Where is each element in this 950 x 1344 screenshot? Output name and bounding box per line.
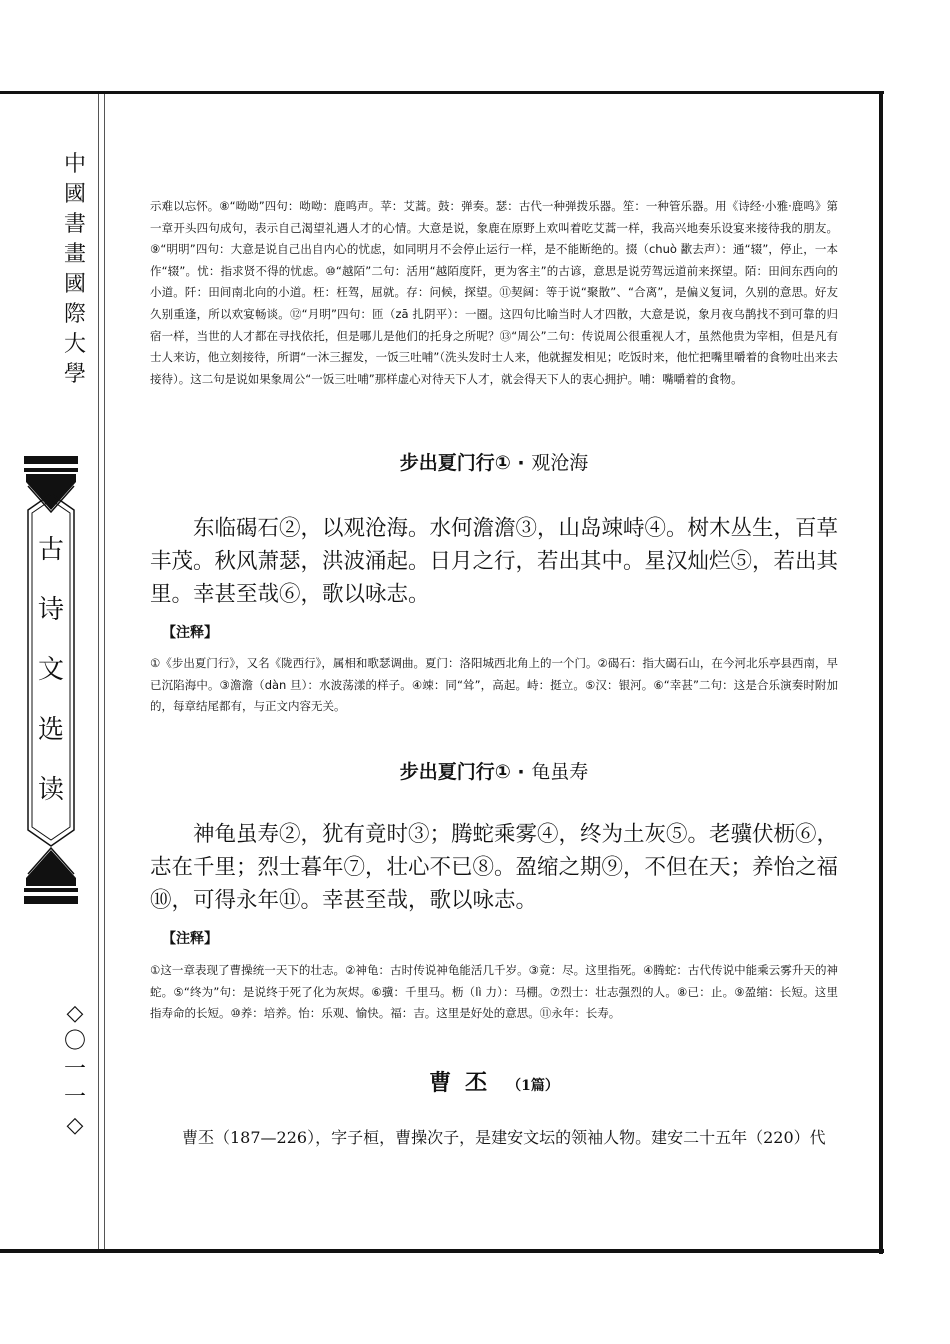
page-number-char: 一 xyxy=(63,1057,86,1082)
section-name: 曹丕 xyxy=(429,1070,502,1096)
poem-body-guan-cang-hai: 东临碣石②，以观沧海。水何澹澹③，山岛竦峙④。树木丛生，百草丰茂。秋风萧瑟，洪波涌起。日月之行，若出其中。星汉灿烂⑤，若出其里。幸甚至哉⑥，歌以咏志。 xyxy=(150,516,839,607)
page-frame-bottom xyxy=(0,1249,884,1253)
ornament-bar xyxy=(24,896,78,904)
page-number xyxy=(62,1000,88,1140)
margin-rule xyxy=(98,94,99,1249)
ornament-bar xyxy=(24,468,78,472)
margin-rule xyxy=(104,94,105,1249)
page-number-char: ◇ xyxy=(66,1113,84,1138)
poem-title-guan-cang-hai xyxy=(150,448,838,475)
page-number-char: 一 xyxy=(63,1085,86,1110)
poem-subtitle: 观沧海 xyxy=(531,452,589,474)
section-count: （1篇） xyxy=(507,1078,559,1094)
title-char: 國 xyxy=(63,182,86,207)
title-separator: · xyxy=(510,761,532,783)
poem-title-main: 步出夏门行① xyxy=(399,452,511,474)
page-frame-top xyxy=(0,91,884,94)
notes-label: 【注释】 xyxy=(162,931,218,947)
cartouche-char: 文 xyxy=(37,655,64,685)
poem-title-main: 步出夏门行① xyxy=(399,761,511,783)
title-char: 大 xyxy=(63,332,86,357)
section-cartouche xyxy=(24,490,78,850)
title-separator: · xyxy=(510,452,532,474)
page-frame-right xyxy=(879,91,883,1254)
notes-continued: 示难以忘怀。⑧“呦呦”四句：呦呦：鹿鸣声。苹：艾蒿。鼓：弹奏。瑟：古代一种弹拨乐器。笙：一种管乐器。用《诗经·小雅·鹿鸣》第一章开头四句成句，表示自己渴望礼遇人才的心情。大意是说，象鹿在原野上欢叫着吃艾蒿一样，我高兴地奏乐设宴来接待我的朋友。⑨“明明”四句：大意是说自己出自内心的忧虑，如同明月不会停止运行一样，是不能断绝的。掇（chuò 歠去声）：通“辍”，停止，一本作“辍”。忧：指求贤不得的忧虑。⑩“越陌”二句：活用“越陌度阡，更为客主”的古谚，意思是说劳驾远道前来探望。陌：田间东西向的小道。阡：田间南北向的小道。枉：枉驾，屈就。存：问候，探望。⑪契阔：等于说“聚散”、“合离”，是偏义复词，久别的意思。好友久别重逢，所以欢宴畅谈。⑫“月明”四句：匝（zā 扎阴平）：一圈。这四句比喻当时人才四散，大意是说，象月夜乌鹊找不到可靠的归宿一样，当世的人才都在寻找依托，但是哪儿是他们的托身之所呢？⑬“周公”二句：传说周公很重视人才，虽然他贵为宰相，但是凡有士人来访，他立刻接待，所谓“一沐三握发，一饭三吐哺”（洗头发时士人来，他就握发相见；吃饭时来，他忙把嘴里嚼着的食物吐出来去接待）。这二句是说如果象周公“一饭三吐哺”那样虚心对待天下人才，就会得天下人的衷心拥护。哺：嘴嚼着的食物。 xyxy=(150,199,838,386)
poem-title-gui-sui-shou xyxy=(150,757,838,784)
poem-notes-guan-cang-hai: ①《步出夏门行》，又名《陇西行》，属相和歌瑟调曲。夏门：洛阳城西北角上的一个门。②碣石：指大碣石山，在今河北乐亭县西南，早已沉陷海中。③澹澹（dàn 旦）：水波荡漾的样子。④竦：同“耸”，高起。峙：挺立。⑤汉：银河。⑥“幸甚”二句：这是合乐演奏时附加的，每章结尾都有，与正文内容无关。 xyxy=(150,656,838,714)
cartouche-char: 诗 xyxy=(37,595,64,625)
ornament-bar xyxy=(24,456,78,464)
page-number-char: ◇ xyxy=(66,1001,84,1026)
poem-notes-gui-sui-shou: ①这一章表现了曹操统一天下的壮志。②神龟：古时传说神龟能活几千岁。③竟：尽。这里指死。④腾蛇：古代传说中能乘云雾升天的神蛇。⑤“终为”句：是说终于死了化为灰烬。⑥骥：千里马。枥（lì 力）：马棚。⑦烈士：壮志强烈的人。⑧已：止。⑨盈缩：长短。这里指寿命的长短。⑩养：培养。怡：乐观、愉快。福：吉。这里是好处的意思。⑪永年：长寿。 xyxy=(150,963,838,1021)
cartouche-char: 古 xyxy=(37,535,64,565)
title-char: 畫 xyxy=(63,242,86,267)
title-char: 學 xyxy=(63,362,86,387)
poem-body-gui-sui-shou: 神龟虽寿②，犹有竟时③；腾蛇乘雾④，终为土灰⑤。老骥伏枥⑥，志在千里；烈士暮年⑦，壮心不已⑧。盈缩之期⑨，不但在天；养怡之福⑩，可得永年⑪。幸甚至哉，歌以咏志。 xyxy=(150,822,839,913)
title-char: 際 xyxy=(63,302,86,327)
cartouche-char: 读 xyxy=(37,775,64,805)
publisher-vertical-title xyxy=(60,150,90,390)
poem-subtitle: 龟虽寿 xyxy=(531,761,589,783)
title-char: 中 xyxy=(63,152,86,177)
page-number-char: 〇 xyxy=(63,1029,86,1054)
ornament-chevron-bottom-icon xyxy=(26,846,76,886)
cartouche-char: 选 xyxy=(37,715,64,745)
section-heading-cao-pi xyxy=(150,1066,838,1097)
title-char: 書 xyxy=(63,212,86,237)
ornament-bar xyxy=(24,888,78,892)
author-intro: 曹丕（187—226），字子桓，曹操次子，是建安文坛的领袖人物。建安二十五年（220）代 xyxy=(182,1128,826,1147)
title-char: 國 xyxy=(63,272,86,297)
notes-label: 【注释】 xyxy=(162,625,218,641)
